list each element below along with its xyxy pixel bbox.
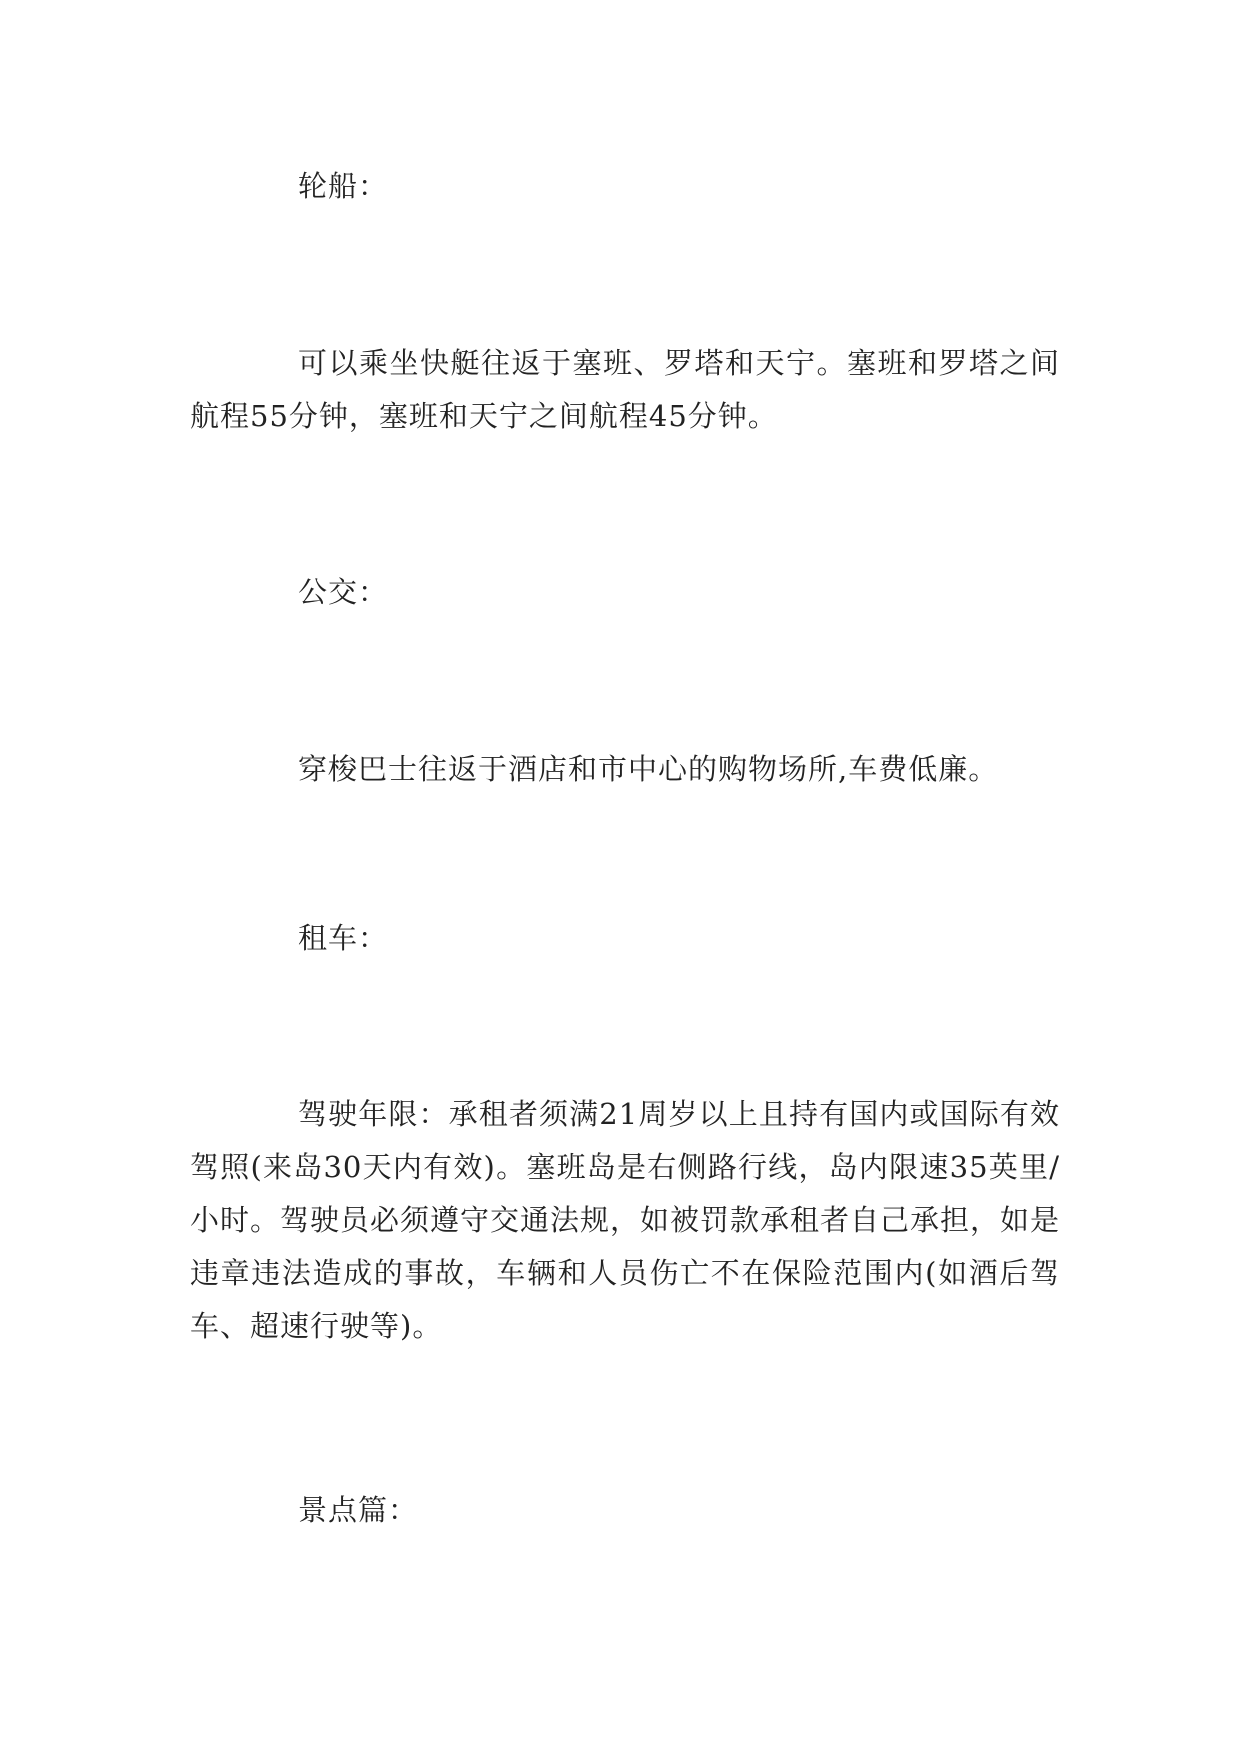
section-body-car-rental: 驾驶年限：承租者须满21周岁以上且持有国内或国际有效驾照(来岛30天内有效)。塞班岛是右侧路行线，岛内限速35英里/小时。驾驶员必须遵守交通法规，如被罚款承租者自己承担，如是违章违法造成的事故，车辆和人员伤亡不在保险范围内(如酒后驾车、超速行驶等)。 — [190, 1097, 1061, 1343]
section-body-ship: 可以乘坐快艇往返于塞班、罗塔和天宁。塞班和罗塔之间航程55分钟，塞班和天宁之间航程45分钟。 — [190, 346, 1060, 433]
section-heading-ship: 轮船： — [298, 169, 389, 203]
section-body-bus: 穿梭巴士往返于酒店和市中心的购物场所,车费低廉。 — [298, 752, 999, 786]
section-heading-attractions: 景点篇： — [298, 1493, 419, 1527]
section-heading-bus: 公交： — [298, 575, 389, 609]
section-heading-car-rental: 租车： — [298, 921, 389, 955]
